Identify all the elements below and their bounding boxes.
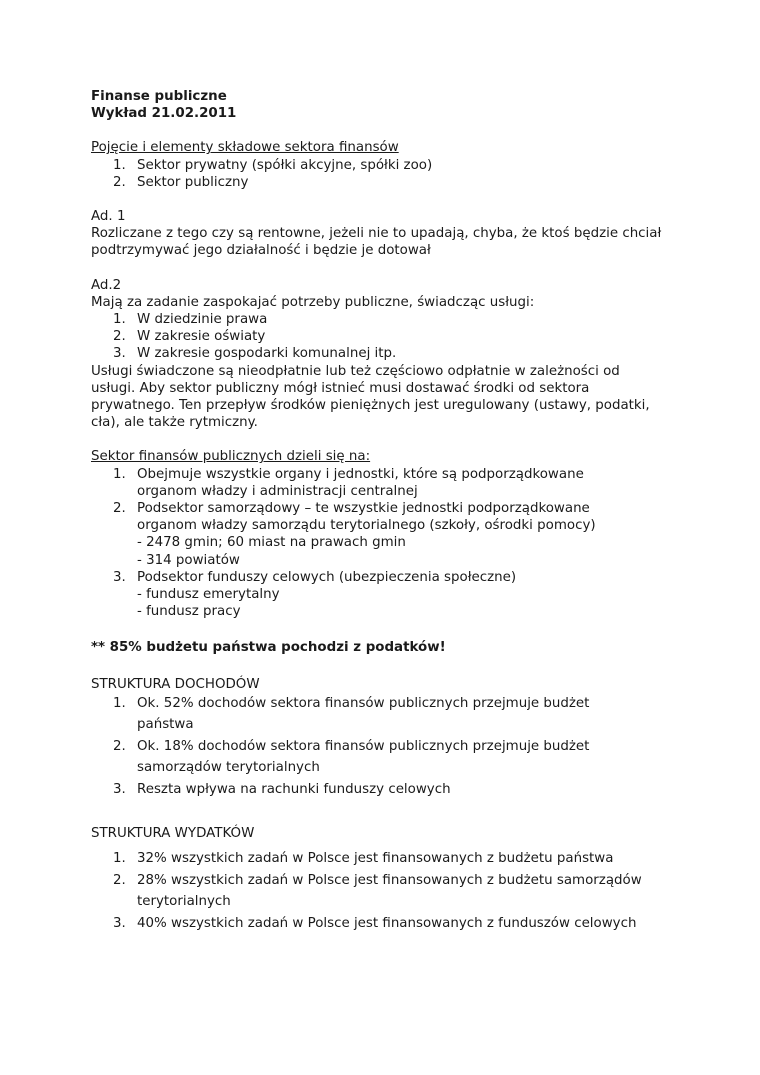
ad1-label: Ad. 1 (91, 209, 126, 225)
list-number: 3. (113, 569, 126, 585)
sub-item: - fundusz emerytalny (137, 587, 280, 603)
list-number: 1. (113, 312, 126, 328)
list-item: 3. 40% wszystkich zadań w Polsce jest finansowanych z funduszów celowych (91, 913, 681, 934)
spend-heading: STRUKTURA WYDATKÓW (91, 825, 255, 841)
budget-note: ** 85% budżetu państwa pochodzi z podatków! (91, 640, 446, 656)
ad2-list (91, 311, 691, 363)
list-item: 3. W zakresie gospodarki komunalnej itp. (113, 346, 397, 362)
sub-item: - 314 powiatów (137, 552, 240, 568)
list-number: 1. (113, 157, 126, 173)
sub-item: - 2478 gmin; 60 miast na prawach gmin (137, 535, 406, 551)
list-item: 1. Obejmuje wszystkie organy i jednostki, które są podporządkowane organom władzy i administracji centralnej (113, 466, 584, 499)
sec1-list (91, 157, 691, 191)
ad2-text: Usługi świadczone są nieodpłatnie lub też częściowo odpłatnie w zależności od usługi. Aby sektor publiczny mógł istnieć musi dostawać środki od sektora prywatnego. Ten przepływ środków pieniężnych jest uregulowany (ustawy, podatki, cła), ale także rytmiczny. (91, 363, 650, 431)
list-item: 2. 28% wszystkich zadań w Polsce jest finansowanych z budżetu samorządów terytorialnych (91, 870, 681, 912)
list-item: 1. Ok. 52% dochodów sektora finansów publicznych przejmuje budżet państwa (91, 693, 631, 735)
spend-list (91, 848, 681, 934)
document-body (91, 88, 691, 935)
list-number: 2. (113, 873, 126, 889)
sec1-heading: Pojęcie i elementy składowe sektora finansów (91, 140, 399, 156)
list-item: 2. Podsektor samorządowy – te wszystkie jednostki podporządkowane organom władzy samorządu terytorialnego (szkoły, ośrodki pomocy) - 2478 gmin; 60 miast na prawach gmin - 314 powiatów (91, 500, 631, 569)
list-item: 3. Podsektor funduszy celowych (ubezpieczenia społeczne) - fundusz emerytalny - fundusz pracy (91, 569, 631, 621)
income-list (91, 693, 631, 800)
list-item: 1. 32% wszystkich zadań w Polsce jest finansowanych z budżetu państwa (91, 848, 681, 869)
doc-title: Finanse publiczne (91, 89, 227, 104)
list-number: 1. (113, 851, 126, 867)
income-heading: STRUKTURA DOCHODÓW (91, 676, 260, 692)
list-number: 1. (113, 695, 126, 711)
ad2-label: Ad.2 (91, 277, 122, 293)
list-number: 2. (113, 738, 126, 754)
list-item: 2. W zakresie oświaty (113, 329, 266, 345)
ad2-intro: Mają za zadanie zaspokajać potrzeby publiczne, świadcząc usługi: (91, 294, 535, 310)
sec2-heading: Sektor finansów publicznych dzieli się na: (91, 449, 371, 465)
list-item: 3. Reszta wpływa na rachunki funduszy celowych (91, 779, 631, 800)
list-item: 2. Sektor publiczny (113, 174, 249, 190)
sec2-list (91, 466, 631, 621)
list-item: 2. Ok. 18% dochodów sektora finansów publicznych przejmuje budżet samorządów terytorialnych (91, 736, 631, 778)
ad1-text: Rozliczane z tego czy są rentowne, jeżeli nie to upadają, chyba, że ktoś będzie chciał podtrzymywać jego działalność i będzie je dotował (91, 226, 662, 259)
sub-item: - fundusz pracy (137, 604, 241, 620)
list-number: 3. (113, 916, 126, 932)
list-item: 1. Sektor prywatny (spółki akcyjne, spółki zoo) (113, 157, 433, 173)
list-number: 2. (113, 501, 126, 517)
list-number: 2. (113, 329, 126, 345)
list-number: 2. (113, 174, 126, 190)
list-number: 3. (113, 346, 126, 362)
list-number: 1. (113, 466, 126, 482)
list-number: 3. (113, 781, 126, 797)
list-item: 1. W dziedzinie prawa (113, 312, 268, 328)
lecture-date: Wykład 21.02.2011 (91, 106, 237, 122)
